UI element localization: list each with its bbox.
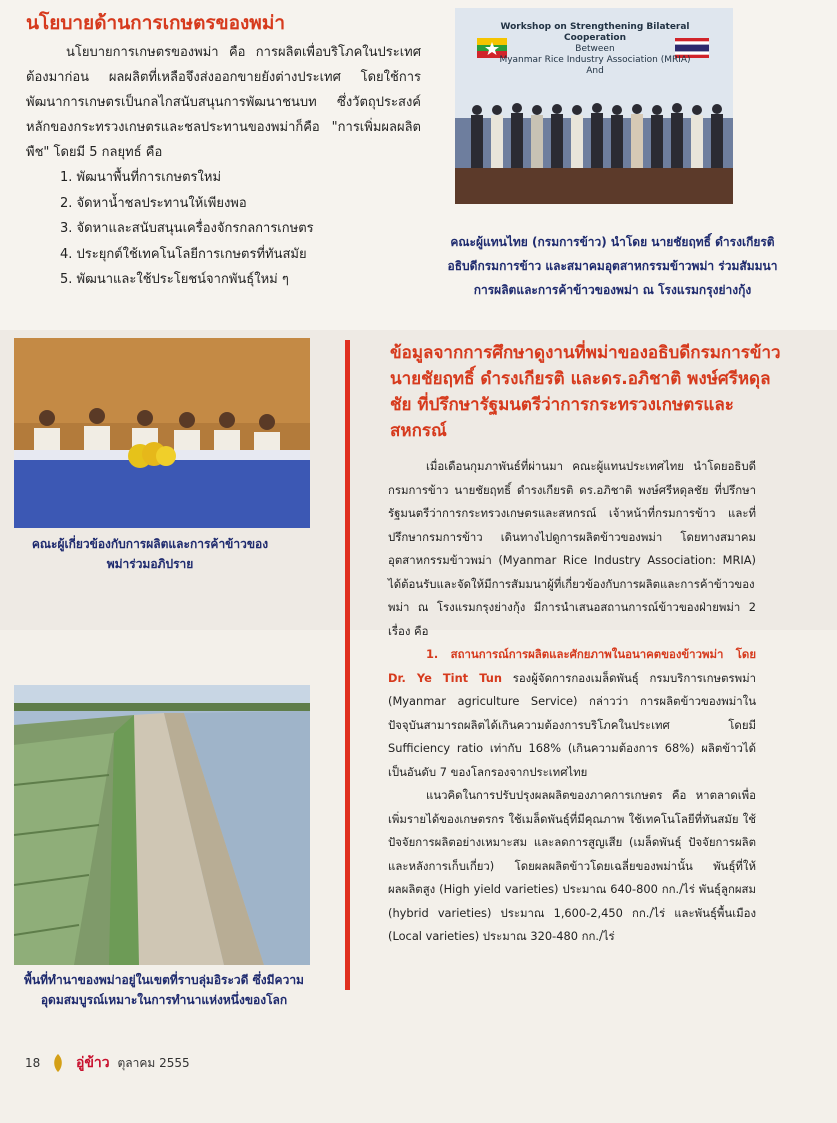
issue-date: ตุลาคม 2555 [117, 1055, 190, 1070]
yield-paragraph: แนวคิดในการปรับปรุงผลผลิตของภาคการเกษตร คือ หาตลาดเพื่อเพิ่มรายได้ของเกษตรกร ใช้เมล็ดพันธุ์ที่มีคุณภาพ ใช้เทคโนโลยีที่ทันสมัย ใช้ปัจจัยการผลิตอย่างเหมาะสม และลดการสูญเสีย (เมล็ดพันธุ์ ปัจจัยการผลิต และหลังการเก็บเกี่ยว) โดยผลผลิตข้าวโดยเฉลี่ยของพม่านั้น พันธุ์ที่ให้ผลผลิตสูง (High yield varieties) ประมาณ 640-800 กก./ไร่ พันธุ์ลูกผสม (hybrid varieties) ประมาณ 1,600-2,450 กก./ไร่ และพันธุ์พื้นเมือง (Local varieties) ประมาณ 320-480 กก./ไร่ [388, 788, 756, 943]
policy-title: นโยบายด้านการเกษตรของพม่า [26, 12, 286, 34]
red-divider [345, 340, 350, 990]
rice-grain-icon [52, 1054, 64, 1072]
meeting-caption: คณะผู้เกี่ยวข้องกับการผลิตและการค้าข้าวของพม่าร่วมอภิปราย [31, 537, 269, 571]
policy-paragraph-text: นโยบายการเกษตรของพม่า คือ การผลิตเพื่อบริโภคในประเทศต้องมาก่อน ผลผลิตที่เหลือจึงส่งออกขายยังต่างประเทศ โดยใช้การพัฒนาการเกษตรเป็นกลไกสนับสนุนการพัฒนาชนบท ซึ่งวัตถุประสงค์หลักของกระทรวงเกษตรและชลประทานของพม่าก็คือ "การเพิ่มผลผลิตพืช" โดยมี 5 กลยุทธ์ คือ [26, 45, 421, 160]
meeting-photo [14, 338, 310, 528]
banner-line: Cooperation [563, 33, 626, 43]
point-1-paragraph [388, 643, 756, 784]
point-1-heading: 1. สถานการณ์การผลิตและศักยภาพในอนาคตของข้าวพม่า โดย Dr. Ye Tint Tun [388, 647, 756, 685]
rice-field-caption: พื้นที่ทำนาของพม่าอยู่ในเขตที่ราบลุ่มอิระวดี ซึ่งมีความอุดมสมบูรณ์เหมาะในการทำนาแห่งหนึ่งของโลก [24, 973, 304, 1007]
workshop-photo [455, 8, 733, 204]
rice-field-photo [14, 685, 310, 965]
banner-line: Workshop on Strengthening Bilateral [500, 22, 690, 32]
workshop-banner [495, 22, 695, 77]
banner-line: Between [575, 44, 615, 54]
page-footer [25, 1052, 285, 1074]
strategy-item: 2. จัดหาน้ำชลประทานให้เพียงพอ [60, 195, 247, 211]
strategy-list [60, 165, 420, 293]
intro-paragraph: เมื่อเดือนกุมภาพันธ์ที่ผ่านมา คณะผู้แทนประเทศไทย นำโดยอธิบดีกรมการข้าว นายชัยฤทธิ์ ดำรงเกียรติ ดร.อภิชาติ พงษ์ศรีหดุลชัย ที่ปรึกษารัฐมนตรีว่าการกระทรวงเกษตรและสหกรณ์ เจ้าหน้าที่กรมการข้าว และที่ปรึกษากรมการข้าว เดินทางไปดูการผลิตข้าวของพม่า โดยทางสมาคมอุตสาหกรรมข้าวพม่า (Myanmar Rice Industry Association: MRIA) ได้ต้อนรับและจัดให้มีการสัมมนาผู้ที่เกี่ยวข้องกับการผลิตและการค้าข้าวของพม่า ณ โรงแรมกรุงย่างกุ้ง มีการนำเสนอสถานการณ์ข้าวของฝ่ายพม่า 2 เรื่อง คือ [388, 459, 756, 638]
strategy-item: 5. พัฒนาและใช้ประโยชน์จากพันธุ์ใหม่ ๆ [60, 272, 289, 287]
strategy-item: 1. พัฒนาพื้นที่การเกษตรใหม่ [60, 170, 222, 185]
strategy-item: 3. จัดหาและสนับสนุนเครื่องจักรกลการเกษตร [60, 221, 314, 236]
magazine-logo: อู่ข้าว [75, 1055, 110, 1071]
stage-floor [455, 168, 733, 204]
workshop-caption: คณะผู้แทนไทย (กรมการข้าว) นำโดย นายชัยฤทธิ์ ดำรงเกียรติ อธิบดีกรมการข้าว และสมาคมอุตสาหกรรมข้าวพม่า ร่วมสัมมนาการผลิตและการค้าข้าวของพม่า ณ โรงแรมกรุงย่างกุ้ง [447, 235, 778, 297]
policy-paragraph [26, 40, 421, 165]
point-1-body: รองผู้จัดการกองเมล็ดพันธุ์ กรมบริการเกษตรพม่า (Myanmar agriculture Service) กล่าวว่า การผลิตข้าวของพม่าในปัจจุบันสามารถผลิตได้เกินความต้องการบริโภคในประเทศ โดยมี Sufficiency ratio เท่ากับ 168% (เกินความต้องการ 68%) ผลิตข้าวได้เป็นอันดับ 7 ของโลกรองจากประเทศไทย [388, 670, 756, 779]
banner-line: Myanmar Rice Industry Association (MRIA) [499, 55, 691, 65]
page-number: 18 [25, 1056, 41, 1070]
strategy-item: 4. ประยุกต์ใช้เทคโนโลยีการเกษตรที่ทันสมัย [60, 246, 307, 262]
banner-line: And [586, 66, 604, 76]
study-headline: ข้อมูลจากการศึกษาดูงานที่พม่าของอธิบดีกรมการข้าว นายชัยฤทธิ์ ดำรงเกียรติ และดร.อภิชาติ พงษ์ศรีหดุลชัย ที่ปรึกษารัฐมนตรีว่าการกระทรวงเกษตรและสหกรณ์ [390, 343, 781, 441]
meeting-illustration [14, 338, 310, 528]
rice-field-illustration [14, 685, 310, 965]
article-body [388, 455, 756, 949]
